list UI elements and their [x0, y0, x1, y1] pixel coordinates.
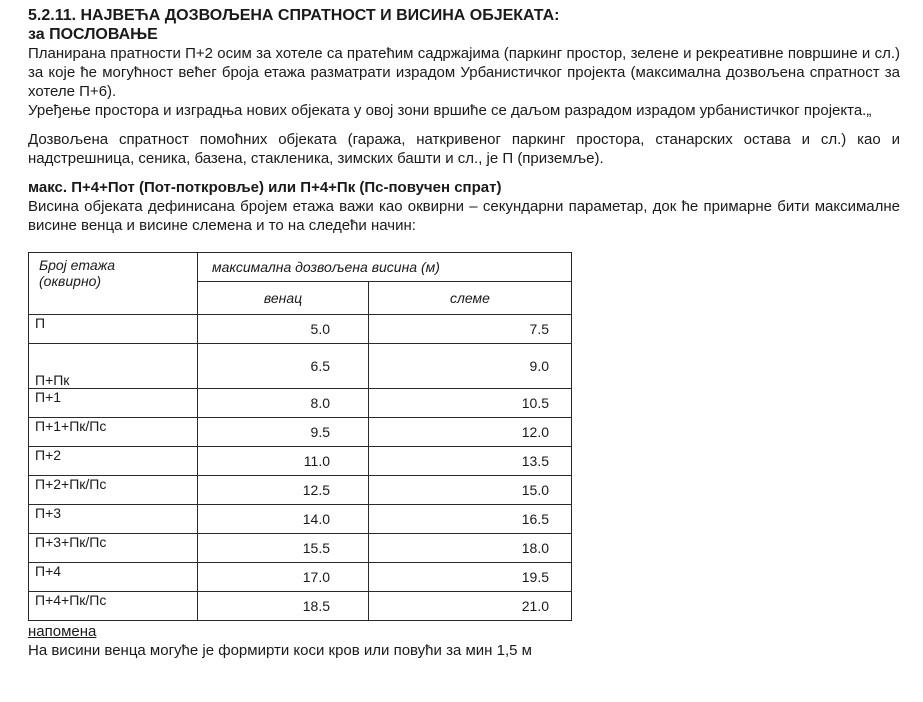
- cornice-cell: 15.5: [198, 534, 369, 563]
- column-header-floors: [29, 253, 198, 315]
- floors-cell: П: [29, 315, 198, 344]
- height-table: [28, 252, 572, 621]
- ridge-cell: 7.5: [369, 315, 572, 344]
- floors-cell: П+1: [29, 389, 198, 418]
- cornice-cell: 18.5: [198, 592, 369, 621]
- table-row: [29, 563, 572, 592]
- floors-cell: П+3+Пк/Пс: [29, 534, 198, 563]
- column-header-cornice: венац: [198, 282, 369, 315]
- table-row: [29, 447, 572, 476]
- max-storeys-heading: макс. П+4+Пот (Пот-поткровље) или П+4+Пк (Пс-повучен спрат): [28, 179, 502, 196]
- floors-cell: П+4: [29, 563, 198, 592]
- cornice-cell: 9.5: [198, 418, 369, 447]
- cornice-cell: 11.0: [198, 447, 369, 476]
- paragraph-auxiliary-buildings: Дозвољена спратност помоћних објеката (гаража, наткривеног паркинг простора, станарских остава и сл.) као и надстрешница, сеника, базена, стакленика, зимских башти и сл., је П (приземље).: [28, 131, 900, 167]
- section-subtitle: за ПОСЛОВАЊЕ: [28, 26, 158, 43]
- table-row: [29, 344, 572, 389]
- paragraph-planned-storeys: Планирана пратности П+2 осим за хотеле са пратећим садржајима (паркинг простор, зелене и рекреативне површине и сл.) за које ће могућност већег броја етажа разматрати израдом Урбанистичког пројекта (максимална дозвољена спратност за хотеле П+6).: [28, 45, 900, 100]
- floors-cell: П+1+Пк/Пс: [29, 418, 198, 447]
- floors-cell: П+2: [29, 447, 198, 476]
- floors-cell: П+3: [29, 505, 198, 534]
- column-header-ridge: слеме: [369, 282, 572, 315]
- ridge-cell: 10.5: [369, 389, 572, 418]
- note-text: На висини венца могуће је формирти коси кров или повући за мин 1,5 м: [28, 642, 532, 659]
- paragraph-space-arrangement: Уређење простора и изградња нових објеката у овој зони вршиће се даљом разрадом израдом урбанистичког пројекта.„: [28, 102, 872, 119]
- cornice-cell: 5.0: [198, 315, 369, 344]
- table-row: [29, 476, 572, 505]
- section-title: 5.2.11. НАЈВЕЋА ДОЗВОЉЕНА СПРАТНОСТ И ВИСИНА ОБЈЕКАТА:: [28, 7, 560, 24]
- document-page: [28, 6, 900, 660]
- ridge-cell: 19.5: [369, 563, 572, 592]
- floors-cell: П+4+Пк/Пс: [29, 592, 198, 621]
- note-title: напомена: [28, 623, 97, 640]
- table-row: [29, 534, 572, 563]
- cornice-cell: 12.5: [198, 476, 369, 505]
- ridge-cell: 9.0: [369, 344, 572, 389]
- column-header-floors-label: Број етажа (оквирно): [39, 257, 116, 289]
- floors-cell: П+2+Пк/Пс: [29, 476, 198, 505]
- table-row: [29, 592, 572, 621]
- table-row: [29, 505, 572, 534]
- floors-cell: П+Пк: [29, 344, 198, 389]
- cornice-cell: 8.0: [198, 389, 369, 418]
- column-header-max-height: максимална дозвољена висина (м): [198, 253, 572, 282]
- ridge-cell: 12.0: [369, 418, 572, 447]
- table-row: [29, 418, 572, 447]
- ridge-cell: 15.0: [369, 476, 572, 505]
- cornice-cell: 17.0: [198, 563, 369, 592]
- table-row: [29, 315, 572, 344]
- table-row: [29, 389, 572, 418]
- cornice-cell: 14.0: [198, 505, 369, 534]
- ridge-cell: 21.0: [369, 592, 572, 621]
- ridge-cell: 16.5: [369, 505, 572, 534]
- ridge-cell: 13.5: [369, 447, 572, 476]
- ridge-cell: 18.0: [369, 534, 572, 563]
- cornice-cell: 6.5: [198, 344, 369, 389]
- paragraph-height-definition: Висина објеката дефинисана бројем етажа важи као оквирни – секундарни параметар, док ће примарне бити максималне висине венца и висине слемена и то на следећи начин:: [28, 198, 900, 234]
